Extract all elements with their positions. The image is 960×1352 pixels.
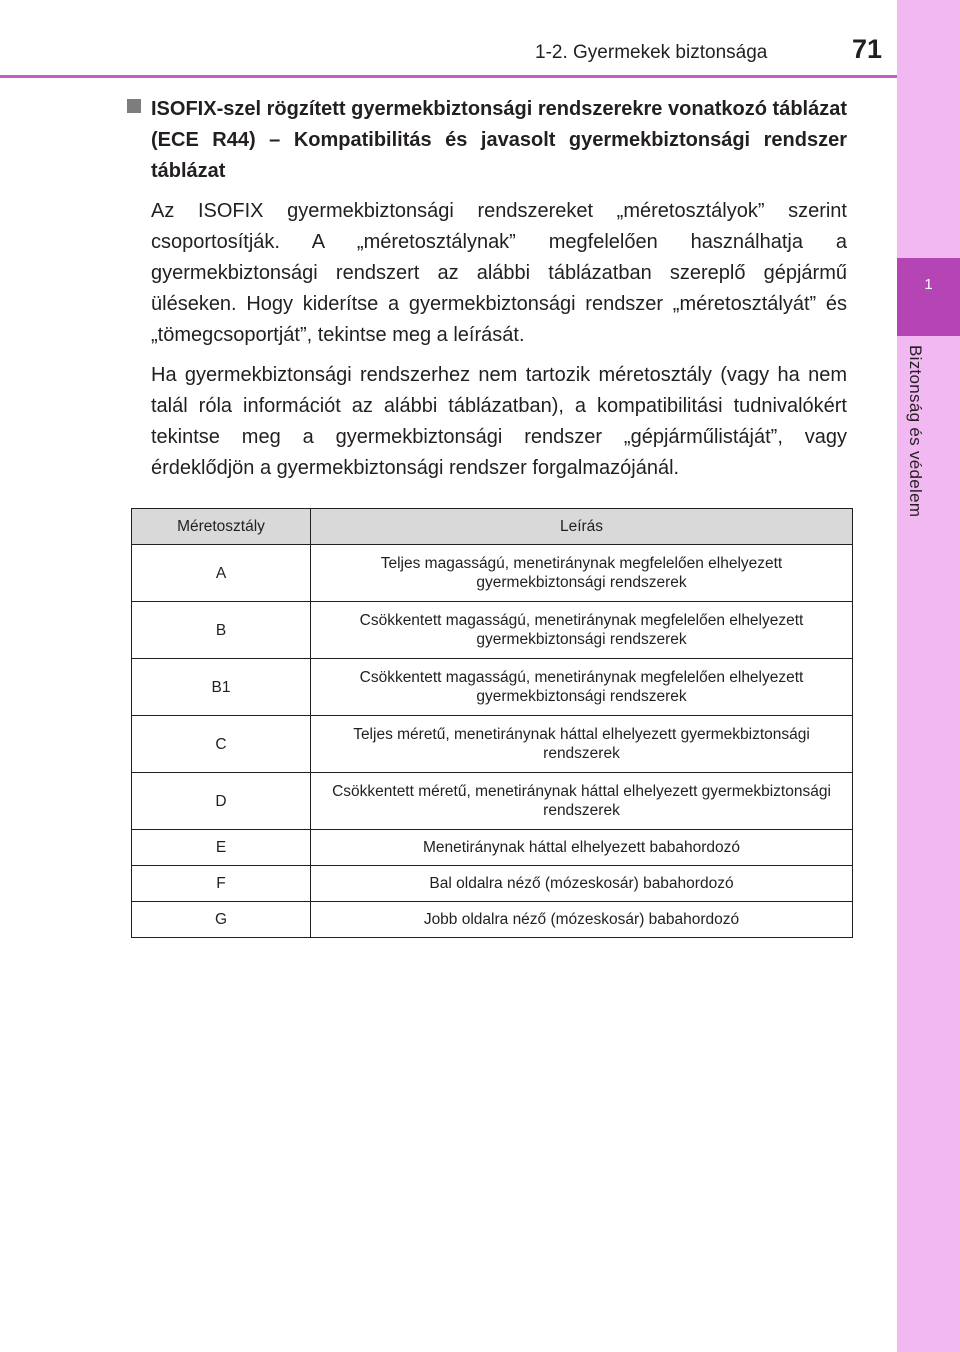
description-cell: Csökkentett magasságú, menetiránynak megfelelően elhelyezett gyermekbiztonsági rendszerek xyxy=(311,602,853,659)
size-class-cell: G xyxy=(132,902,311,938)
size-class-cell: B1 xyxy=(132,659,311,716)
header-rule xyxy=(0,75,897,78)
description-cell: Jobb oldalra néző (mózeskosár) babahordozó xyxy=(311,902,853,938)
table-header-row xyxy=(132,509,853,545)
description-cell: Bal oldalra néző (mózeskosár) babahordozó xyxy=(311,866,853,902)
size-class-cell: B xyxy=(132,602,311,659)
size-class-table xyxy=(131,508,853,938)
description-cell: Teljes méretű, menetiránynak háttal elhelyezett gyermekbiztonsági rendszerek xyxy=(311,716,853,773)
side-chapter-label: Biztonság és védelem xyxy=(906,345,925,518)
size-class-cell: C xyxy=(132,716,311,773)
square-bullet-icon xyxy=(127,99,141,113)
description-cell: Csökkentett magasságú, menetiránynak megfelelően elhelyezett gyermekbiztonsági rendszerek xyxy=(311,659,853,716)
description-cell: Teljes magasságú, menetiránynak megfelelően elhelyezett gyermekbiztonsági rendszerek xyxy=(311,545,853,602)
page-number: 71 xyxy=(852,34,883,64)
description-cell: Csökkentett méretű, menetiránynak háttal elhelyezett gyermekbiztonsági rendszerek xyxy=(311,773,853,830)
table-row xyxy=(132,902,853,938)
header-chapter: 1-2. Gyermekek biztonsága xyxy=(535,42,768,63)
header-size-class: Méretosztály xyxy=(132,509,311,545)
size-class-cell: D xyxy=(132,773,311,830)
side-thumb-band xyxy=(897,0,960,1352)
paragraph-1: Az ISOFIX gyermekbiztonsági rendszereket „méretosztályok” szerint csoportosítják. A „méretosztálynak” megfelelően használhatja a gyermekbiztonsági rendszert az alábbi táblázatban szereplő gépjármű üléseken. Hogy kiderítse a gyermekbiztonsági rendszer „méretosztályát” és „tömegcsoportját”, tekintse meg a leírását. xyxy=(151,200,847,346)
table-row xyxy=(132,545,853,602)
table-row xyxy=(132,830,853,866)
section xyxy=(127,94,847,484)
header-description: Leírás xyxy=(311,509,853,545)
paragraph-2: Ha gyermekbiztonsági rendszerhez nem tartozik méretosztály (vagy ha nem talál róla információt az alábbi táblázatban), a kompatibilitási tudnivalókért tekintse meg a gyermekbiztonsági rendszer „gépjárműlistáját”, vagy érdeklődjön a gyermekbiztonsági rendszer forgalmazójánál. xyxy=(151,364,847,479)
size-class-cell: A xyxy=(132,545,311,602)
table-row xyxy=(132,602,853,659)
table-row xyxy=(132,773,853,830)
size-class-cell: F xyxy=(132,866,311,902)
table-row xyxy=(132,659,853,716)
side-chapter-tab xyxy=(897,258,960,336)
table-row xyxy=(132,866,853,902)
heading-row xyxy=(127,94,847,187)
description-cell: Menetiránynak háttal elhelyezett babahordozó xyxy=(311,830,853,866)
side-chapter-number: 1 xyxy=(924,276,933,293)
table-row xyxy=(132,716,853,773)
size-class-cell: E xyxy=(132,830,311,866)
section-heading: ISOFIX-szel rögzített gyermekbiztonsági rendszerekre vonatkozó táblázat (ECE R44) – Kompatibilitás és javasolt gyermekbiztonsági rendszer táblázat xyxy=(151,98,847,182)
